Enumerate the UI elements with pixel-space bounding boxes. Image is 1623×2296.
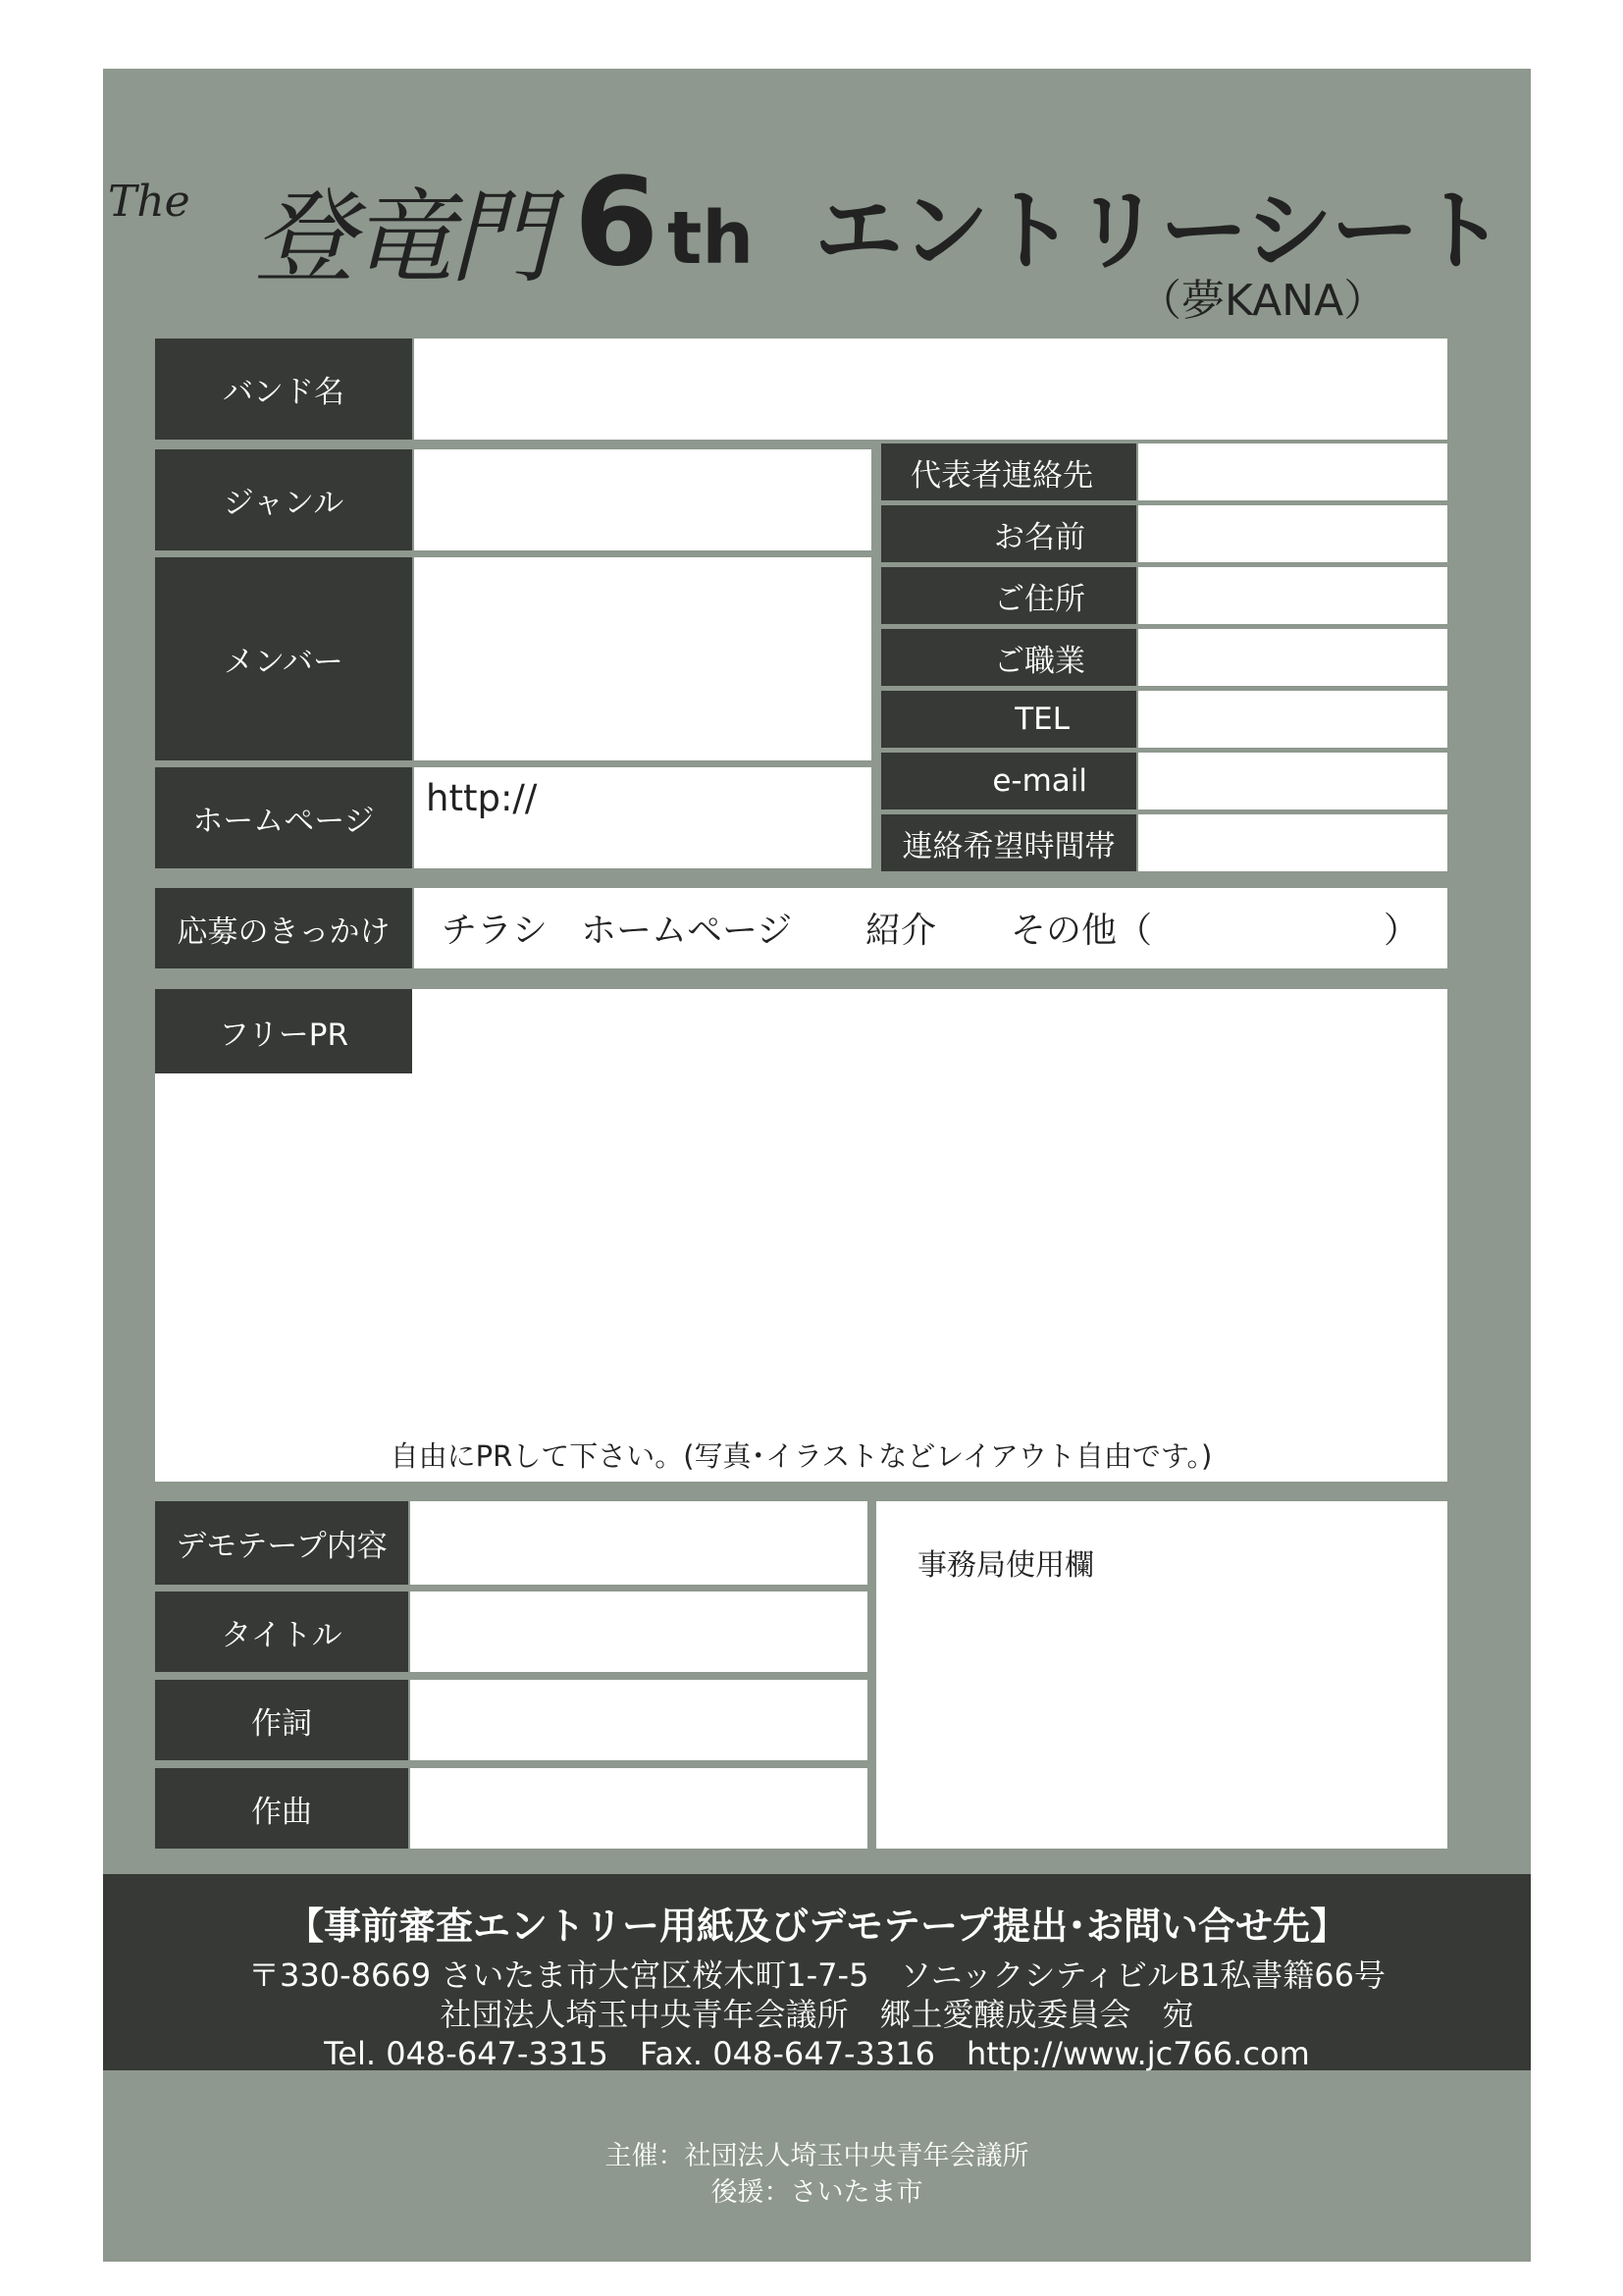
footer-contact: Tel. 048-647-3315 Fax. 048-647-3316 http://www.jc766.com	[324, 2035, 1310, 2072]
address-field[interactable]	[1138, 567, 1447, 624]
tel-field[interactable]	[1138, 691, 1447, 748]
members-field[interactable]	[414, 557, 871, 760]
demo-content-label: デモテープ内容	[155, 1501, 408, 1585]
demo-content-field[interactable]	[410, 1501, 867, 1585]
reason-option-flyer[interactable]: チラシ	[442, 911, 549, 951]
title-suffix: th	[667, 196, 755, 281]
footer-address: 〒330-8669 さいたま市大宮区桜木町1-7-5 ソニックシティビルB1私書籍66号	[248, 1957, 1386, 1994]
title-entry-sheet: エントリーシート	[814, 180, 1504, 283]
free-pr-note: 自由にPRして下さい。(写真･イラストなどレイアウト自由です。)	[390, 1439, 1213, 1473]
reason-option-referral[interactable]: 紹介	[865, 911, 937, 951]
contact-time-label: 連絡希望時間帯	[881, 814, 1136, 871]
name-label: お名前	[881, 505, 1136, 562]
tel-label: TEL	[881, 691, 1136, 748]
contact-header-label: 代表者連絡先	[881, 444, 1136, 500]
lyrics-label: 作詞	[155, 1680, 408, 1760]
reason-close-paren: ）	[1384, 911, 1420, 951]
email-label: e-mail	[881, 753, 1136, 809]
footer-organization: 社団法人埼玉中央青年会議所 郷土愛醸成委員会 宛	[440, 1996, 1194, 2033]
homepage-label: ホームページ	[155, 767, 412, 868]
contact-header-field[interactable]	[1138, 444, 1447, 500]
sponsor-text: 主催：社団法人埼玉中央青年会議所	[604, 2141, 1029, 2171]
title-subtitle: （夢KANA）	[1138, 276, 1387, 326]
band-name-field[interactable]	[414, 339, 1447, 440]
office-use-label: 事務局使用欄	[917, 1548, 1094, 1583]
reason-option-other[interactable]: その他（	[1011, 911, 1153, 951]
band-name-label: バンド名	[155, 339, 412, 440]
title-number: 6	[574, 152, 659, 293]
composition-label: 作曲	[155, 1768, 408, 1849]
footer-heading: 【事前審査エントリー用紙及びデモテープ提出･お問い合せ先】	[286, 1905, 1348, 1948]
occupation-field[interactable]	[1138, 629, 1447, 686]
reason-options	[442, 903, 1423, 952]
homepage-prefix: http://	[426, 777, 538, 819]
reason-label: 応募のきっかけ	[155, 888, 412, 968]
email-field[interactable]	[1138, 753, 1447, 809]
free-pr-label: フリーPR	[155, 989, 412, 1073]
title-logo: 登竜門	[253, 178, 549, 297]
office-use-box	[876, 1501, 1447, 1849]
lyrics-field[interactable]	[410, 1680, 867, 1760]
genre-label: ジャンル	[155, 449, 412, 550]
genre-field[interactable]	[414, 449, 871, 550]
occupation-label: ご職業	[881, 629, 1136, 686]
demo-title-label: タイトル	[155, 1592, 408, 1672]
contact-footer	[103, 1874, 1531, 2070]
homepage-field[interactable]	[414, 767, 871, 868]
supporter-text: 後援：さいたま市	[710, 2177, 923, 2208]
title-block	[108, 98, 1531, 324]
contact-time-field[interactable]	[1138, 814, 1447, 871]
address-label: ご住所	[881, 567, 1136, 624]
title-the: The	[108, 177, 190, 227]
composition-field[interactable]	[410, 1768, 867, 1849]
name-field[interactable]	[1138, 505, 1447, 562]
reason-option-homepage[interactable]: ホームページ	[581, 911, 793, 951]
demo-title-field[interactable]	[410, 1592, 867, 1672]
members-label: メンバー	[155, 557, 412, 760]
